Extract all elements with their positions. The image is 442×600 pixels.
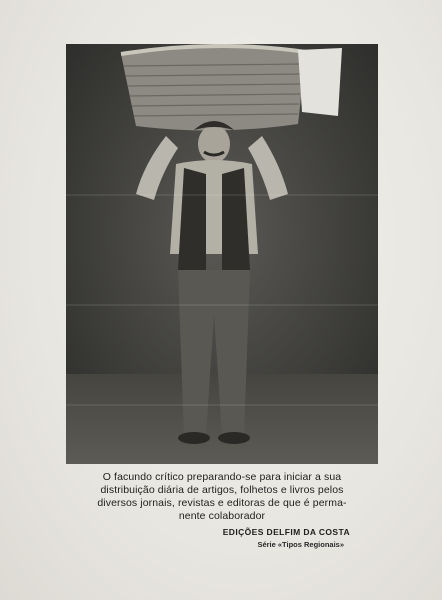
caption-line: diversos jornais, revistas e editoras de que é perma- (97, 497, 347, 509)
photograph (66, 44, 378, 464)
photo-illustration (66, 44, 378, 464)
series-name: Série «Tipos Regionais» (257, 540, 344, 549)
caption-line: O facundo crítico preparando-se para iniciar a sua (102, 471, 342, 483)
publisher-name: EDIÇÕES DELFIM DA COSTA (222, 527, 350, 537)
left-boot (178, 432, 210, 444)
photo-caption (70, 471, 374, 523)
head (198, 125, 230, 163)
caption-line: distribuição diária de artigos, folhetos e livros pelos (100, 484, 344, 496)
right-boot (218, 432, 250, 444)
caption-line: nente colaborador (178, 510, 266, 522)
